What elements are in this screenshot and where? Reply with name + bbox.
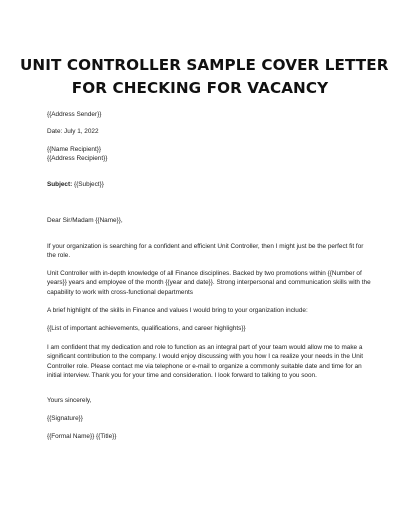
- subject-value: {{Subject}}: [72, 181, 104, 188]
- document-title-line-2: FOR CHECKING FOR VACANCY: [71, 79, 329, 97]
- salutation: Dear Sir/Madam {{Name}},: [47, 217, 123, 224]
- formal-name-title: {{Formal Name}} {{Title}}: [47, 433, 117, 440]
- document-title-line-1: UNIT CONTROLLER SAMPLE COVER LETTER: [20, 56, 389, 74]
- address-sender: {{Address Sender}}: [47, 111, 102, 118]
- paragraph-experience: Unit Controller with in-depth knowledge of all Finance disciplines. Backed by two promotions within {{Number of years}} years and employee of the month {{year and date}}. Strong interpersonal and communication skills with the capability to work with cross-functional departments: [47, 270, 371, 296]
- subject-label: Subject:: [47, 181, 73, 188]
- subject-line: [47, 180, 104, 189]
- paragraph-closing-body: I am confident that my dedication and role to function as an integral part of your team would allow me to make a significant contribution to the company. I would enjoy discussing with you how I ca realize your needs in the Unit Controller role. Please contact me via telephone or e-mail to organize a commonly suitable date and time for an initial interview. Thank you for your time and consideration. I look forward to talking to you soon.: [47, 344, 364, 380]
- letter-date: Date: July 1, 2022: [47, 128, 99, 135]
- paragraph-intro: If your organization is searching for a confident and efficient Unit Controller, then I might just be the perfect fit for the role.: [47, 243, 364, 260]
- paragraph-skills-intro: A brief highlight of the skills in Finance and values I would bring to your organization include:: [47, 307, 308, 314]
- address-recipient: {{Address Recipient}}: [47, 155, 108, 162]
- signature-placeholder: {{Signature}}: [47, 415, 83, 422]
- name-recipient: {{Name Recipient}}: [47, 146, 102, 153]
- closing-phrase: Yours sincerely,: [47, 397, 92, 404]
- paragraph-achievements: {{List of important achievements, qualifications, and career highlights}}: [47, 325, 246, 332]
